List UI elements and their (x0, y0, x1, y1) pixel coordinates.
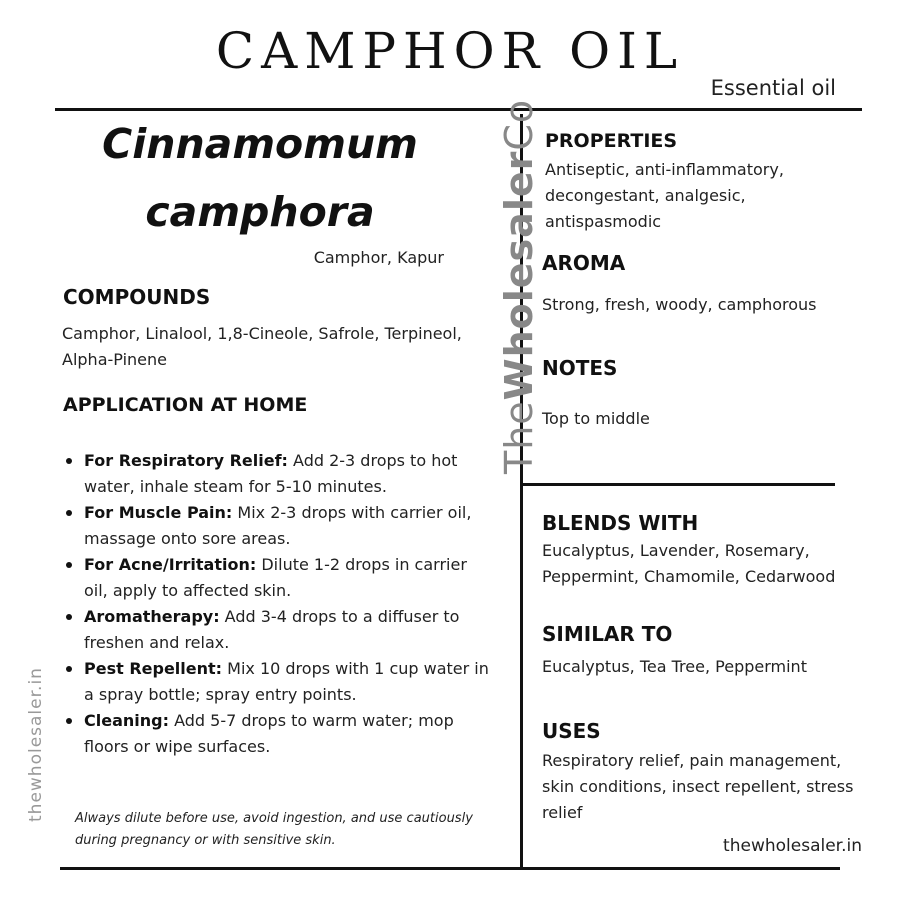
properties-heading: PROPERTIES (545, 130, 678, 152)
common-names: Camphor, Kapur (313, 248, 444, 267)
aroma-text: Strong, fresh, woody, camphorous (542, 295, 817, 314)
bottom-divider (60, 867, 840, 870)
list-item (62, 604, 492, 656)
footer-url: thewholesaler.in (723, 836, 862, 856)
right-mid-divider (522, 483, 835, 486)
page-subtitle: Essential oil (710, 76, 836, 100)
application-list (62, 448, 492, 760)
blends-text: Eucalyptus, Lavender, Rosemary, Peppermint, Chamomile, Cedarwood (542, 541, 836, 586)
item-label: Cleaning: (84, 711, 169, 730)
notes-heading: NOTES (542, 356, 618, 380)
compounds-text: Camphor, Linalool, 1,8-Cineole, Safrole, Terpineol, Alpha-Pinene (62, 324, 462, 369)
item-text: Dilute 1-2 drops in carrier oil, apply to affected skin. (84, 555, 467, 600)
uses-heading: USES (542, 719, 601, 743)
list-item (62, 500, 492, 552)
item-text: Add 3-4 drops to a diffuser to freshen and relax. (84, 607, 460, 652)
list-item (62, 448, 492, 500)
item-label: Aromatherapy: (84, 607, 220, 626)
aroma-heading: AROMA (542, 251, 626, 275)
item-label: For Respiratory Relief: (84, 451, 288, 470)
properties-text: Antiseptic, anti-inflammatory, decongestant, analgesic, antispasmodic (545, 160, 784, 231)
blends-heading: BLENDS WITH (542, 511, 699, 535)
caution-note: Always dilute before use, avoid ingestion, and use cautiously during pregnancy or with sensitive skin. (75, 811, 473, 848)
item-text: Mix 10 drops with 1 cup water in a spray bottle; spray entry points. (84, 659, 489, 704)
similar-heading: SIMILAR TO (542, 622, 673, 646)
brand-vertical-logo (497, 99, 541, 474)
list-item (62, 708, 492, 760)
similar-text: Eucalyptus, Tea Tree, Peppermint (542, 657, 807, 676)
item-text: Add 5-7 drops to warm water; mop floors or wipe surfaces. (84, 711, 454, 756)
brand-suffix: Co (497, 98, 541, 151)
notes-text: Top to middle (542, 409, 650, 428)
item-text: Add 2-3 drops to hot water, inhale steam for 5-10 minutes. (84, 451, 458, 496)
side-url: thewholesaler.in (26, 667, 46, 822)
brand-bold: Wholesaler (497, 150, 541, 401)
top-divider (55, 108, 862, 111)
list-item (62, 656, 492, 708)
application-heading: APPLICATION AT HOME (63, 394, 308, 416)
brand-prefix: The (497, 400, 541, 474)
item-label: For Muscle Pain: (84, 503, 233, 522)
compounds-heading: COMPOUNDS (63, 285, 211, 309)
latin-name-line1: Cinnamomum (102, 120, 418, 168)
item-label: For Acne/Irritation: (84, 555, 257, 574)
page-title: CAMPHOR OIL (215, 22, 685, 80)
list-item (62, 552, 492, 604)
item-label: Pest Repellent: (84, 659, 223, 678)
latin-name-line2: camphora (145, 188, 375, 236)
item-text: Mix 2-3 drops with carrier oil, massage onto sore areas. (84, 503, 472, 548)
uses-text: Respiratory relief, pain management, skin conditions, insect repellent, stress relief (542, 751, 854, 822)
